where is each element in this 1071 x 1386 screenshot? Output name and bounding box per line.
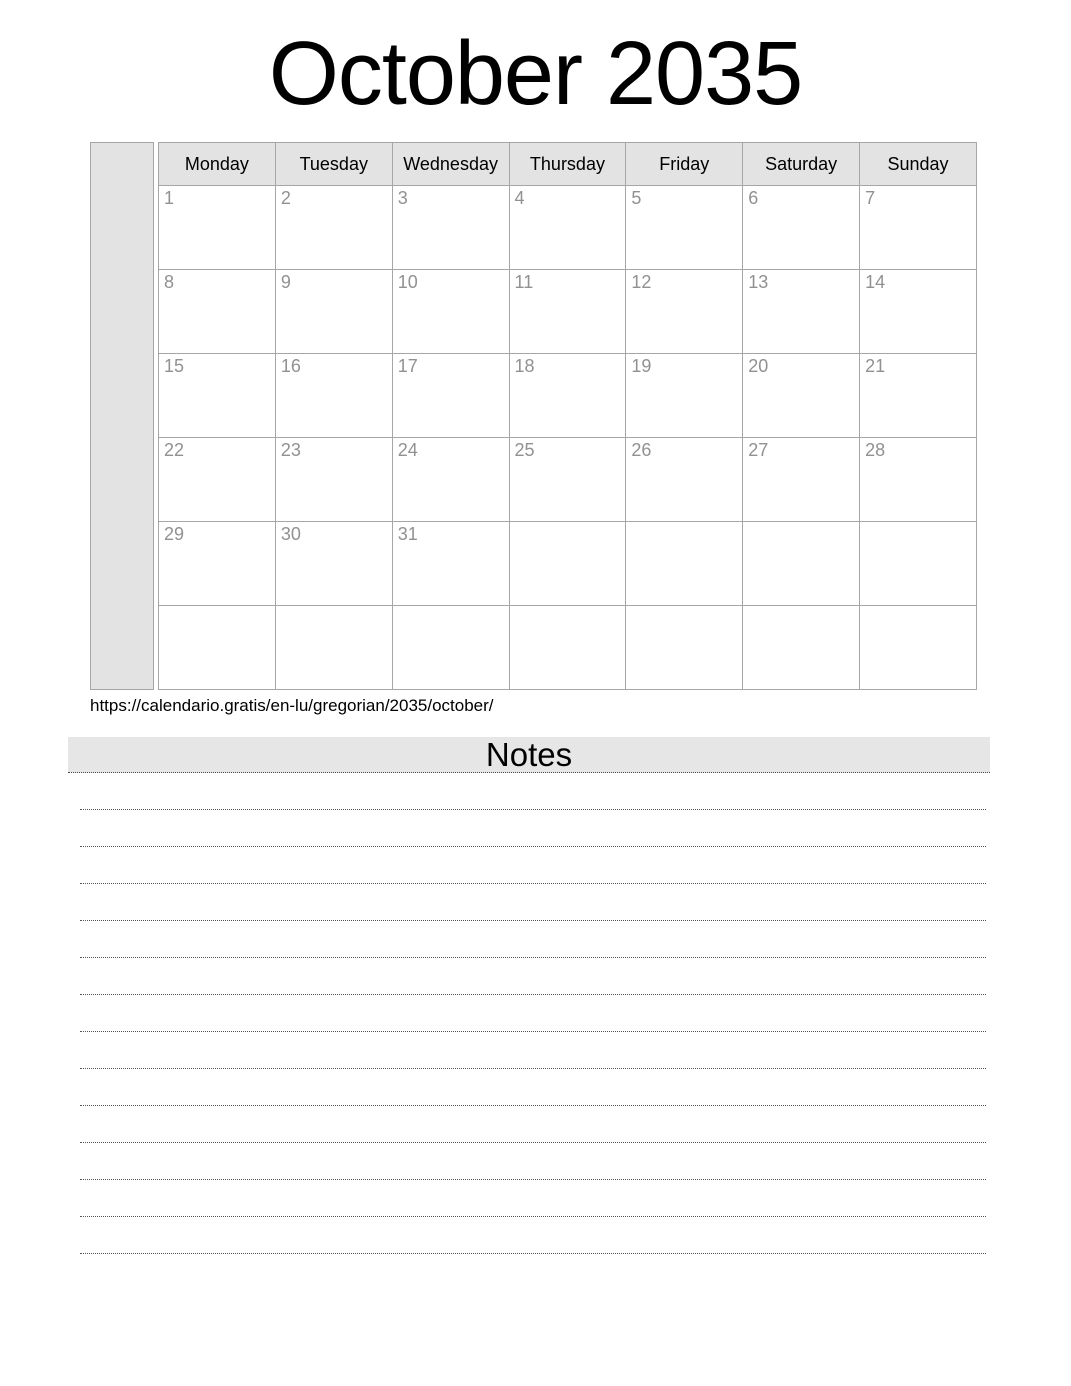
note-line	[80, 1032, 986, 1069]
weekday-header-sunday: Sunday	[860, 143, 977, 186]
weekday-header-tuesday: Tuesday	[275, 143, 392, 186]
day-cell-20: 20	[743, 354, 860, 438]
weekday-header-thursday: Thursday	[509, 143, 626, 186]
week-row-3	[159, 354, 977, 438]
day-cell-19: 19	[626, 354, 743, 438]
week-row-4	[159, 438, 977, 522]
week-row-2	[159, 270, 977, 354]
note-line	[80, 1180, 986, 1217]
note-line	[80, 884, 986, 921]
page-title: October 2035	[268, 24, 803, 124]
note-line	[80, 921, 986, 958]
day-cell-11: 11	[509, 270, 626, 354]
day-cell-31: 31	[392, 522, 509, 606]
day-cell-10: 10	[392, 270, 509, 354]
day-cell-21: 21	[860, 354, 977, 438]
day-cell-empty	[860, 606, 977, 690]
day-cell-23: 23	[275, 438, 392, 522]
weekday-header-saturday: Saturday	[743, 143, 860, 186]
day-cell-2: 2	[275, 186, 392, 270]
source-url-text: https://calendario.gratis/en-lu/gregorian/2035/october/	[90, 696, 494, 715]
note-line	[80, 810, 986, 847]
note-line	[80, 1106, 986, 1143]
day-cell-4: 4	[509, 186, 626, 270]
weekday-header-wednesday: Wednesday	[392, 143, 509, 186]
note-line	[80, 958, 986, 995]
note-line	[80, 1069, 986, 1106]
day-cell-29: 29	[159, 522, 276, 606]
day-cell-22: 22	[159, 438, 276, 522]
day-cell-empty	[860, 522, 977, 606]
day-cell-27: 27	[743, 438, 860, 522]
day-cell-5: 5	[626, 186, 743, 270]
weekday-header-friday: Friday	[626, 143, 743, 186]
day-cell-empty	[275, 606, 392, 690]
calendar	[90, 142, 977, 690]
day-cell-empty	[509, 606, 626, 690]
calendar-grid	[158, 142, 977, 690]
week-number-column	[90, 142, 154, 690]
day-cell-14: 14	[860, 270, 977, 354]
day-cell-15: 15	[159, 354, 276, 438]
week-row-1	[159, 186, 977, 270]
note-line	[80, 773, 986, 810]
day-cell-13: 13	[743, 270, 860, 354]
day-cell-12: 12	[626, 270, 743, 354]
weekday-header-monday: Monday	[159, 143, 276, 186]
notes-section-header: Notes	[68, 737, 990, 773]
day-cell-25: 25	[509, 438, 626, 522]
day-cell-24: 24	[392, 438, 509, 522]
day-cell-26: 26	[626, 438, 743, 522]
week-row-5	[159, 522, 977, 606]
day-cell-empty	[509, 522, 626, 606]
notes-lines-area	[80, 773, 986, 1254]
note-line	[80, 1217, 986, 1254]
day-cell-28: 28	[860, 438, 977, 522]
day-cell-7: 7	[860, 186, 977, 270]
weekday-header-row	[159, 143, 977, 186]
day-cell-6: 6	[743, 186, 860, 270]
day-cell-8: 8	[159, 270, 276, 354]
note-line	[80, 847, 986, 884]
day-cell-empty	[743, 522, 860, 606]
day-cell-18: 18	[509, 354, 626, 438]
day-cell-30: 30	[275, 522, 392, 606]
day-cell-empty	[626, 522, 743, 606]
day-cell-3: 3	[392, 186, 509, 270]
day-cell-empty	[743, 606, 860, 690]
day-cell-16: 16	[275, 354, 392, 438]
day-cell-17: 17	[392, 354, 509, 438]
day-cell-empty	[159, 606, 276, 690]
note-line	[80, 995, 986, 1032]
day-cell-empty	[392, 606, 509, 690]
note-line	[80, 1143, 986, 1180]
day-cell-1: 1	[159, 186, 276, 270]
day-cell-empty	[626, 606, 743, 690]
day-cell-9: 9	[275, 270, 392, 354]
week-row-6	[159, 606, 977, 690]
